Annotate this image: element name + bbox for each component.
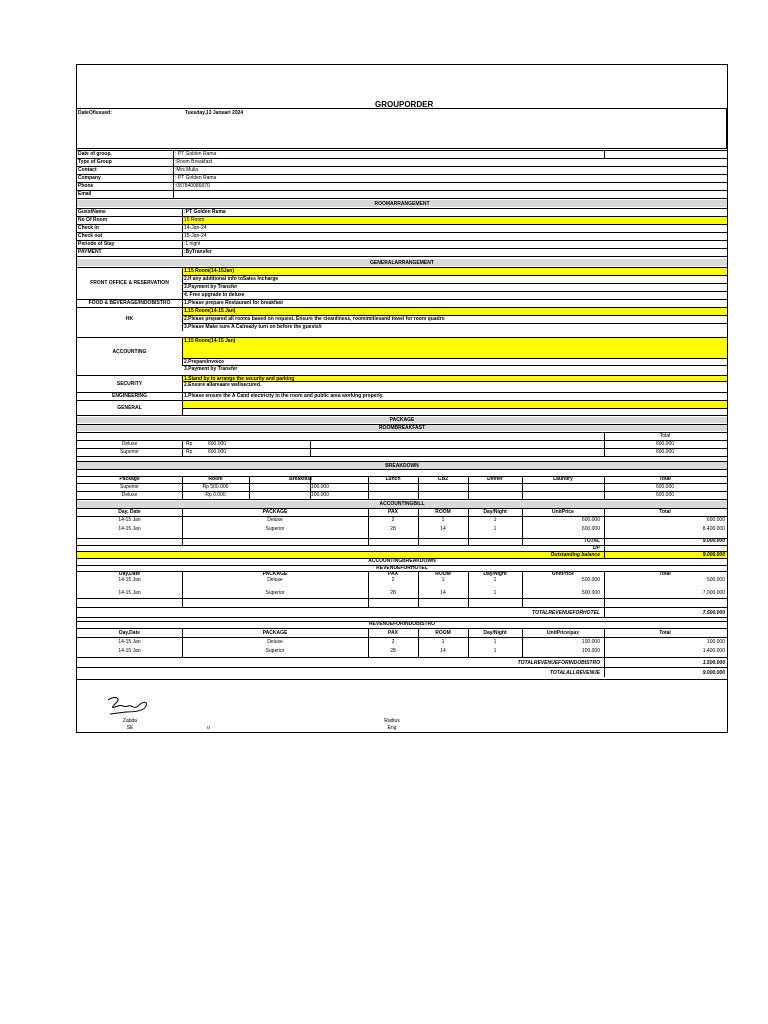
room-arrangement-value: 14-Jan-24	[184, 225, 207, 231]
group-info-label: Phone	[78, 183, 94, 189]
revenue-indobistro-room: 14	[440, 648, 446, 654]
revenue-indobistro-total-label: TOTALREVENUEFORINDOBISTRO	[517, 660, 600, 666]
breakdown-column-header: Laundry	[553, 476, 573, 482]
revenue-indobistro-column-header: Day,Date	[118, 630, 141, 636]
accounting-bill-header: ACCOUNTINGBILL	[379, 501, 425, 507]
room-arrangement-value: :ByTransfer	[184, 249, 212, 255]
package-name: Superior	[120, 449, 139, 455]
revenue-hotel-column-header: UnitPrice	[552, 571, 574, 577]
general-arrangement-line: 1.Please prepare Restaurant for breakfast	[184, 300, 283, 306]
group-info-label: Date of group.	[78, 151, 112, 157]
room-arrangement-header: ROOMARRANGEMENT	[374, 201, 430, 207]
revenue-indobistro-date: 14-15 Jan	[118, 648, 141, 654]
package-header: PACKAGE	[389, 417, 415, 423]
accounting-breakdown-header: ACCOUNTINGBREAKDOWN	[368, 558, 436, 564]
general-arrangement-line: 1.15 Room(14-15 Jan)	[184, 308, 236, 314]
group-info-value: :Mrs Mulia	[175, 167, 199, 173]
revenue-hotel-package: Deluxe	[267, 577, 283, 583]
group-info-label: Contact	[78, 167, 97, 173]
revenue-all-total-value: 9.000.000	[702, 670, 725, 676]
revenue-indobistro-column-header: PACKAGE	[262, 630, 288, 636]
signature-mid-mark: o	[207, 725, 210, 731]
revenue-indobistro-column-header: ROOM	[435, 630, 451, 636]
general-arrangement-line: 3.Payment by Transfer	[184, 366, 238, 372]
signature-right-title: Eng	[387, 725, 397, 731]
package-total-label: Total	[659, 433, 671, 439]
general-arrangement-line: 2.Please prepared all rooms based on request. Ensure the cleanliness, roomimitiesand towel for room quadro	[184, 316, 445, 322]
package-price: 600.000	[208, 449, 227, 455]
room-arrangement-value: 15 Room	[184, 217, 205, 223]
general-arrangement-dept: ACCOUNTING	[112, 348, 147, 355]
general-arrangement-header: GENERALARRANGEMENT	[370, 260, 434, 266]
revenue-hotel-total: 7.000.000	[702, 590, 725, 596]
package-currency: Rp	[186, 449, 193, 455]
group-info-label: Type of Group	[78, 159, 112, 165]
breakdown-column-header: Package	[119, 476, 140, 482]
revenue-indobistro-unit: 100.000	[581, 639, 600, 645]
revenue-hotel-header: REVENUEFORHOTEL	[376, 565, 428, 571]
general-arrangement-dept: FOOD & BEVERAGE/INDOBISTRO	[88, 300, 171, 306]
revenue-hotel-column-header: Day/Night	[483, 571, 507, 577]
breakdown-package: Superior	[120, 484, 139, 490]
revenue-indobistro-total: 100.000	[706, 639, 725, 645]
group-info-label: Email	[78, 191, 92, 197]
room-arrangement-value: :1 night	[184, 241, 201, 247]
revenue-indobistro-pax: 2	[391, 639, 395, 645]
date-issued-label: DateOfIssued:	[78, 110, 112, 116]
room-arrangement-label: Periode of Stay	[78, 241, 115, 247]
revenue-indobistro-package: Deluxe	[267, 639, 283, 645]
accounting-bill-room: 1	[441, 517, 445, 523]
package-price: 600.000	[208, 441, 227, 447]
revenue-indobistro-night: 1	[493, 648, 497, 654]
signature-right-name: Radius	[384, 718, 400, 724]
revenue-hotel-total-label: TOTALREVENUEFORHOTEL	[532, 610, 600, 616]
revenue-indobistro-night: 1	[493, 639, 497, 645]
room-arrangement-value: 15-Jan-24	[184, 233, 207, 239]
package-subheader: ROOMBREAKFAST	[378, 425, 426, 431]
revenue-indobistro-date: 14-15 Jan	[118, 639, 141, 645]
revenue-hotel-pax: 28	[390, 590, 396, 596]
revenue-hotel-total-value: 7.500.000	[702, 610, 725, 616]
revenue-hotel-total: 500.000	[706, 577, 725, 583]
breakdown-room: Rp 500.000	[202, 484, 229, 490]
group-info-value: :Room Breakfast	[175, 159, 213, 165]
revenue-indobistro-room: 1	[441, 639, 445, 645]
accounting-bill-column-header: PAX	[388, 509, 398, 515]
general-arrangement-dept: ENGINEERING	[111, 393, 147, 399]
revenue-hotel-date: 14-15 Jan	[118, 577, 141, 583]
accounting-bill-total-value: 9.000.000	[702, 538, 725, 544]
revenue-indobistro-column-header: PAX	[388, 630, 398, 636]
room-arrangement-label: Check in	[78, 225, 99, 231]
general-arrangement-line: 1.Stand by to arrange the security and parking	[184, 376, 295, 382]
accounting-bill-room: 14	[440, 526, 446, 532]
revenue-hotel-column-header: PAX	[388, 571, 398, 577]
breakdown-total: 600.000	[655, 492, 675, 498]
accounting-bill-date: 14-15 Jan	[118, 517, 141, 523]
accounting-bill-unit: 600.000	[581, 526, 600, 532]
group-info-label: Company	[78, 175, 101, 181]
general-arrangement-dept: GENERAL	[117, 404, 142, 411]
revenue-indobistro-total-value: 1.500.000	[702, 660, 725, 666]
accounting-bill-total: 600.000	[706, 517, 725, 523]
revenue-hotel-room: 14	[440, 590, 446, 596]
revenue-indobistro-pax: 28	[390, 648, 396, 654]
package-currency: Rp	[186, 441, 193, 447]
general-arrangement-line: 1.15 Room(14-15 Jan)	[184, 338, 236, 344]
room-arrangement-label: Check out	[78, 233, 103, 239]
revenue-hotel-unit: 500.000	[581, 577, 600, 583]
revenue-hotel-night: 1	[493, 590, 497, 596]
room-arrangement-label: No Of Room	[78, 217, 108, 223]
signature-image	[104, 694, 156, 718]
general-arrangement-line: 4. Free upgrade to deluxe	[184, 292, 245, 298]
room-arrangement-label: PAYMENT	[78, 249, 102, 255]
accounting-bill-package: Superior	[265, 526, 285, 532]
revenue-hotel-pax: 2	[391, 577, 395, 583]
accounting-bill-column-header: UnitPrice	[552, 509, 574, 515]
accounting-bill-package: Deluxe	[267, 517, 283, 523]
breakdown-package: Deluxe	[121, 492, 138, 498]
breakdown-column-header: CB2	[437, 476, 448, 482]
group-info-value: : PT Golden Rama	[175, 175, 217, 181]
package-total: 600.000	[655, 441, 675, 447]
revenue-hotel-package: Superior	[265, 590, 285, 596]
breakdown-column-header: Dinner	[487, 476, 503, 482]
revenue-indobistro-package: Superior	[265, 648, 285, 654]
accounting-bill-night: 1	[493, 526, 497, 532]
accounting-bill-column-header: PACKAGE	[262, 509, 288, 515]
revenue-indobistro-total: 1.400.000	[702, 648, 725, 654]
accounting-bill-dp-label: DP	[593, 545, 600, 551]
page-title: GROUPORDER	[375, 100, 434, 109]
general-arrangement-dept: HK	[125, 316, 134, 322]
package-total: 600.000	[655, 449, 675, 455]
revenue-hotel-column-header: Total	[659, 571, 671, 577]
group-info-value: : PT Golden Rama	[175, 151, 217, 157]
revenue-hotel-date: 14-15 Jan	[118, 590, 141, 596]
revenue-hotel-column-header: PACKAGE	[262, 571, 288, 577]
accounting-bill-pax: 2	[391, 517, 395, 523]
breakdown-breakfast: 100.000	[310, 484, 329, 490]
general-arrangement-line: 1.Please ensure the A Cand electricity in the room and public area working properly.	[184, 393, 384, 399]
signature-left-title: SE	[126, 725, 134, 731]
accounting-bill-total-label: TOTAL	[583, 538, 600, 544]
revenue-hotel-night: 1	[493, 577, 497, 583]
general-arrangement-line: 1.15 Room(14-15Jan)	[184, 268, 235, 274]
general-arrangement-line: 2.PrepareInvoice	[184, 359, 225, 365]
revenue-indobistro-column-header: UnitPrice/pax	[547, 630, 579, 636]
room-arrangement-value: :PT Golden Rama	[184, 209, 226, 215]
breakdown-column-header: Room	[208, 476, 223, 482]
revenue-all-total-label: TOTALALLREVENUE	[549, 670, 600, 676]
package-name: Deluxe	[121, 441, 138, 447]
general-arrangement-dept: FRONT OFFICE & RESERVATION	[90, 280, 169, 286]
revenue-indobistro-unit: 100.000	[581, 648, 600, 654]
accounting-bill-night: 1	[493, 517, 497, 523]
accounting-bill-outstanding-value: 9.000.000	[702, 552, 725, 558]
signature-left-name: Zabda	[122, 718, 138, 724]
revenue-hotel-unit: 500.000	[581, 590, 600, 596]
room-arrangement-label: GuestName	[78, 209, 106, 215]
accounting-bill-column-header: Day, Date	[118, 509, 141, 515]
accounting-bill-outstanding-label: Outstanding balance	[550, 552, 600, 558]
breakdown-breakfast: 100.000	[310, 492, 329, 498]
accounting-bill-column-header: Day/Night	[483, 509, 507, 515]
breakdown-header: BREAKDOWN	[385, 463, 419, 469]
revenue-indobistro-header: REVENUEFORINDOBISTRO	[368, 621, 436, 627]
group-info-value: :087840086870	[175, 183, 210, 189]
revenue-hotel-room: 1	[441, 577, 445, 583]
breakdown-column-header: Breakfast	[289, 476, 312, 482]
date-issued-value: Tuesday,13 Januari 2024	[185, 110, 244, 116]
general-arrangement-dept: SECURITY	[116, 380, 143, 387]
accounting-bill-column-header: ROOM	[435, 509, 451, 515]
revenue-hotel-column-header: ROOM	[435, 571, 451, 577]
accounting-bill-total: 8.400.000	[702, 526, 725, 532]
accounting-bill-column-header: Total	[659, 509, 671, 515]
general-arrangement-line: 3.Please Make sure A Calready turn on before the guests/i	[184, 324, 322, 330]
breakdown-column-header: Lunch	[385, 476, 401, 482]
general-arrangement-line: 3.Payment by Transfer	[184, 284, 238, 290]
breakdown-column-header: Total	[659, 476, 671, 482]
accounting-bill-pax: 28	[390, 526, 396, 532]
general-arrangement-line: 2.If any additional info toSales Incharge	[184, 276, 279, 282]
breakdown-room: Rp 0.000	[205, 492, 226, 498]
revenue-hotel-column-header: Day,Date	[118, 571, 141, 577]
revenue-indobistro-column-header: Total	[659, 630, 671, 636]
general-arrangement-line: 2.Ensure allareaare wellsecured.	[184, 382, 262, 388]
accounting-bill-date: 14-15 Jan	[118, 526, 141, 532]
accounting-bill-unit: 600.000	[581, 517, 600, 523]
revenue-indobistro-column-header: Day/Night	[483, 630, 507, 636]
breakdown-total: 600.000	[655, 484, 675, 490]
